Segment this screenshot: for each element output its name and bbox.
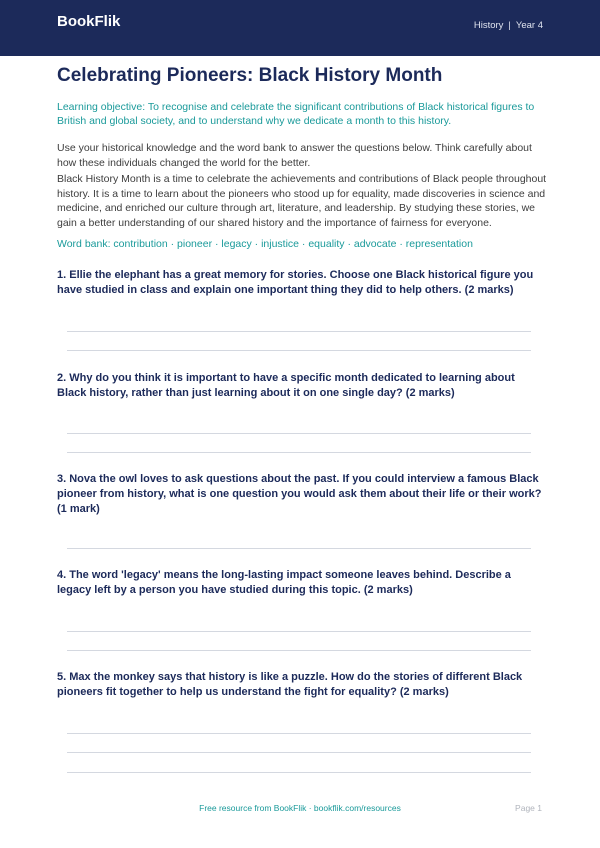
learning-objective: Learning objective: To recognise and celebrate the significant contributions of Black historical figures to British and global society, and to understand why we dedicate a month to this history. [57,101,535,127]
page-number: Page 1 [515,803,542,813]
answer-line[interactable] [67,331,531,332]
question-4: 4. The word 'legacy' means the long-lasting impact someone leaves behind. Describe a legacy left by a person you have studied during this topic. (2 marks) [57,569,511,596]
answer-line[interactable] [67,433,531,434]
answer-line[interactable] [67,350,531,351]
intro-paragraph: Black History Month is a time to celebrate the achievements and contributions of Black people throughout history. It is a time to learn about the pioneers who stood up for equality, made discoveries in science and medicine, and enriched our culture through art, literature, and leadership. By studying these stories, we gain a better understanding of our shared history and the importance of fairness for everyone. [57,173,547,229]
subject-label: History [473,20,504,31]
answer-line[interactable] [67,772,531,773]
word-bank: Word bank: contribution · pioneer · legacy · injustice · equality · advocate · representation [57,238,473,250]
footer-link-text[interactable]: Free resource from BookFlik · bookflik.com/resources [199,803,401,813]
answer-line[interactable] [67,733,531,734]
question-3: 3. Nova the owl loves to ask questions about the past. If you could interview a famous Black pioneer from history, what is one question you would ask them about their life or their work? (1 mark) [57,473,542,515]
question-5: 5. Max the monkey says that history is like a puzzle. How do the stories of different Black pioneers fit together to help us understand the fight for equality? (2 marks) [57,671,523,698]
year-label: Year 4 [515,20,543,31]
page-title: Celebrating Pioneers: Black History Month [57,65,443,86]
answer-line[interactable] [67,650,531,651]
subject-year-label [474,19,543,33]
answer-line[interactable] [67,631,531,632]
question-1: 1. Ellie the elephant has a great memory for stories. Choose one Black historical figure you have studied in class and explain one important thing they did to help others. (2 marks) [57,269,534,296]
answer-line[interactable] [67,752,531,753]
instructions-text: Use your historical knowledge and the word bank to answer the questions below. Think carefully about how these individuals changed the world for the better. [57,142,532,169]
question-2: 2. Why do you think it is important to have a specific month dedicated to learning about Black history, rather than just learning about it on one single day? (2 marks) [57,372,515,399]
answer-line[interactable] [67,452,531,453]
page-header [0,0,600,56]
answer-line[interactable] [67,548,531,549]
brand-logo-text: BookFlik [57,13,121,30]
separator: | [508,20,511,31]
